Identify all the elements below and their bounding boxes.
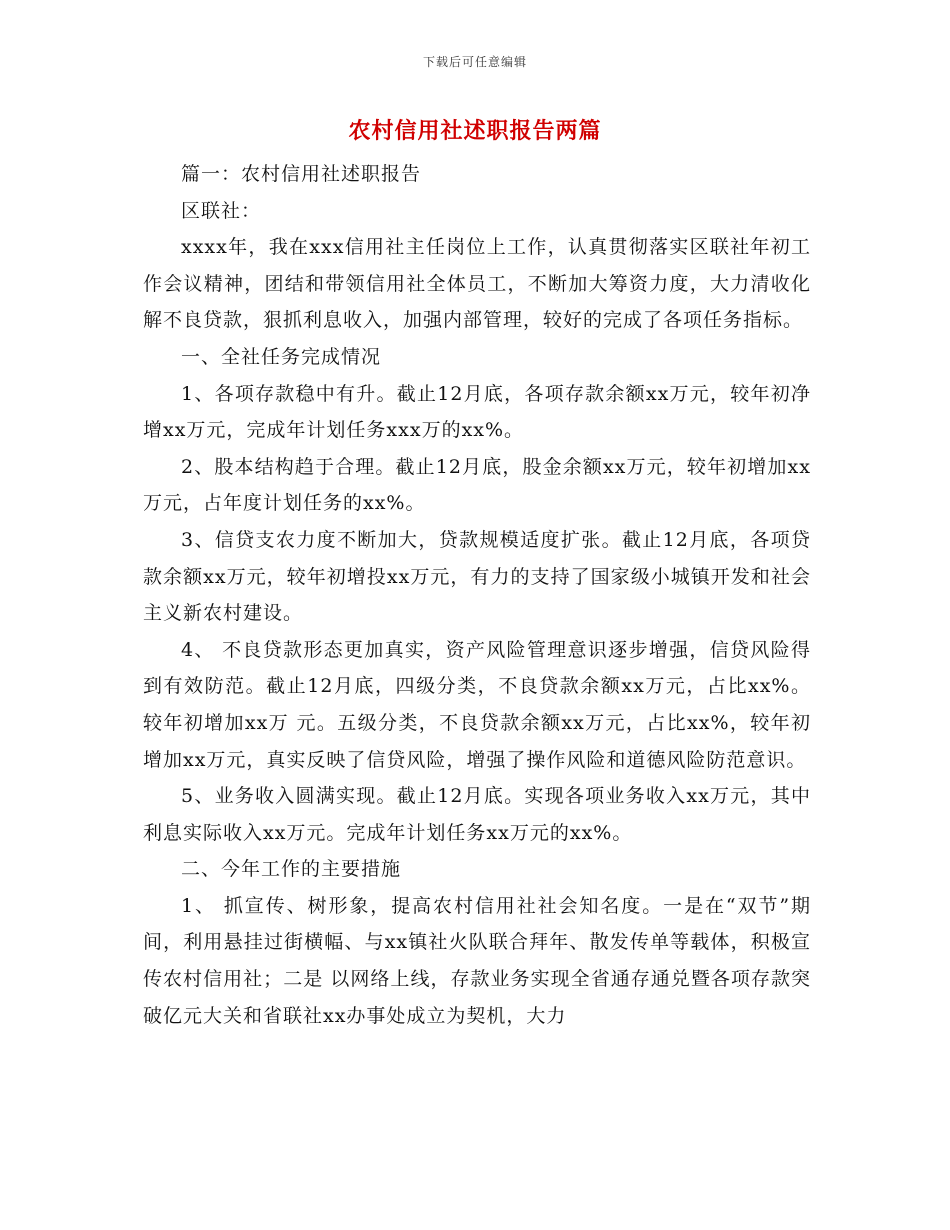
- header-note: 下载后可任意编辑: [422, 55, 527, 69]
- body-paragraph: 4、 不良贷款形态更加真实，资产风险管理意识逐步增强，信贷风险得到有效防范。截止12月底，四级分类，不良贷款余额xx万元，占比xx%。较年初增加xx万 元。五级分类，不良贷款余额xx万元，占比xx%，较年初增加xx万元，真实反映了信贷风险，增强了操作风险和道德风险防范意识。: [143, 638, 811, 771]
- body-paragraph: 3、信贷支农力度不断加大，贷款规模适度扩张。截止12月底，各项贷款余额xx万元，较年初增投xx万元，有力的支持了国家级小城镇开发和社会主义新农村建设。: [143, 528, 811, 625]
- document-body: [143, 156, 811, 1034]
- body-paragraph: 1、 抓宣传、树形象，提高农村信用社社会知名度。一是在“双节”期间，利用悬挂过街横幅、与xx镇社火队联合拜年、散发传单等载体，积极宣传农村信用社；二是 以网络上线，存款业务实现全省通存通兑暨各项存款突破亿元大关和省联社xx办事处成立为契机，大力: [143, 894, 811, 1027]
- body-paragraph: 5、业务收入圆满实现。截止12月底。实现各项业务收入xx万元，其中利息实际收入xx万元。完成年计划任务xx万元的xx%。: [143, 785, 811, 844]
- section-heading: 篇一：农村信用社述职报告: [181, 163, 422, 185]
- document-title: 农村信用社述职报告两篇: [348, 118, 602, 144]
- body-paragraph: xxxx年，我在xxx信用社主任岗位上工作，认真贯彻落实区联社年初工作会议精神，团结和带领信用社全体员工，不断加大筹资力度，大力清收化解不良贷款，狠抓利息收入，加强内部管理，较好的完成了各项任务指标。: [143, 236, 811, 332]
- body-paragraph: 2、股本结构趋于合理。截止12月底，股金余额xx万元，较年初增加xx万元，占年度计划任务的xx%。: [143, 455, 811, 515]
- salutation: 区联社：: [181, 199, 262, 222]
- body-paragraph: 1、各项存款稳中有升。截止12月底，各项存款余额xx万元，较年初净增xx万元，完成年计划任务xxx万的xx%。: [143, 382, 811, 442]
- subsection-heading: 一、全社任务完成情况: [181, 345, 382, 368]
- subsection-heading: 二、今年工作的主要措施: [181, 858, 402, 881]
